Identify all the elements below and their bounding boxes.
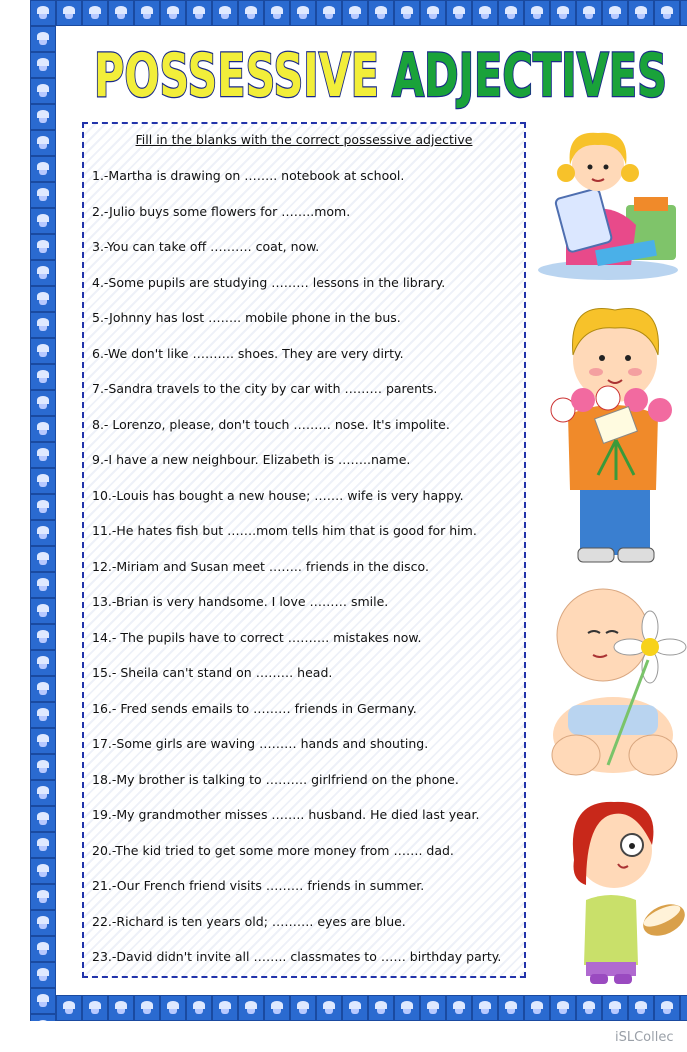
border-tile — [30, 546, 56, 572]
exercise-item: 22.-Richard is ten years old; ………. eyes are blue. — [92, 913, 406, 929]
border-tile — [446, 0, 472, 26]
bottom-tile-border — [30, 995, 687, 1021]
exercise-item: 6.-We don't like ………. shoes. They are very dirty. — [92, 345, 404, 361]
border-tile — [108, 995, 134, 1021]
border-tile — [316, 0, 342, 26]
exercise-item: 15.- Sheila can't stand on ……… head. — [92, 665, 333, 680]
boy-with-flowers-illustration — [538, 300, 687, 570]
border-tile — [212, 0, 238, 26]
border-tile — [368, 0, 394, 26]
exercise-item: 4.-Some pupils are studying ……… lessons in the library. — [92, 274, 446, 290]
watermark: iSLCollec — [615, 1030, 674, 1045]
exercise-item: 7.-Sandra travels to the city by car with ……… parents. — [92, 381, 438, 396]
exercise-item: 11.-He hates fish but …….mom tells him that is good for him. — [92, 523, 477, 538]
exercise-item: 2.-Julio buys some flowers for ……..mom. — [92, 203, 351, 219]
border-tile — [30, 988, 56, 1014]
border-tile — [30, 156, 56, 182]
border-tile — [30, 260, 56, 286]
border-tile — [160, 995, 186, 1021]
border-tile — [524, 0, 550, 26]
border-tile — [602, 0, 628, 26]
border-tile — [654, 0, 680, 26]
border-tile — [30, 676, 56, 702]
border-tile — [550, 995, 576, 1021]
border-tile — [290, 995, 316, 1021]
border-tile — [30, 78, 56, 104]
exercise-item: 13.-Brian is very handsome. I love ……… smile. — [92, 594, 389, 609]
border-tile — [30, 702, 56, 728]
exercise-item: 16.- Fred sends emails to ……… friends in Germany. — [92, 700, 417, 716]
border-tile — [30, 338, 56, 364]
border-tile — [264, 0, 290, 26]
border-tile — [524, 995, 550, 1021]
border-tile — [550, 0, 576, 26]
exercise-item: 14.- The pupils have to correct ………. mistakes now. — [92, 629, 422, 645]
border-tile — [30, 520, 56, 546]
border-tile — [30, 182, 56, 208]
border-tile — [134, 995, 160, 1021]
border-tile — [680, 0, 687, 26]
exercise-item: 20.-The kid tried to get some more money from ……. dad. — [92, 842, 454, 858]
exercise-item: 23.-David didn't invite all …….. classmates to …… birthday party. — [92, 949, 502, 964]
instruction-text: Fill in the blanks with the correct possessive adjective — [135, 132, 473, 147]
border-tile — [30, 832, 56, 858]
border-tile — [264, 995, 290, 1021]
border-tile — [186, 0, 212, 26]
border-tile — [238, 995, 264, 1021]
title-word-adjectives: ADJECTIVES — [392, 41, 667, 110]
border-tile — [82, 995, 108, 1021]
border-tile — [30, 962, 56, 988]
border-tile — [342, 0, 368, 26]
border-tile — [472, 995, 498, 1021]
border-tile — [30, 910, 56, 936]
border-tile — [628, 995, 654, 1021]
left-tile-border — [30, 0, 56, 1021]
border-tile — [30, 494, 56, 520]
border-tile — [30, 572, 56, 598]
border-tile — [30, 442, 56, 468]
border-tile — [56, 0, 82, 26]
border-tile — [30, 286, 56, 312]
border-tile — [498, 995, 524, 1021]
border-tile — [654, 995, 680, 1021]
border-tile — [30, 52, 56, 78]
exercise-item: 5.-Johnny has lost …….. mobile phone in the bus. — [92, 310, 401, 325]
woman-eating-sandwich-illustration — [556, 790, 687, 990]
border-tile — [30, 780, 56, 806]
border-tile — [30, 0, 56, 26]
border-tile — [212, 995, 238, 1021]
border-tile — [30, 806, 56, 832]
border-tile — [498, 0, 524, 26]
border-tile — [576, 995, 602, 1021]
border-tile — [368, 995, 394, 1021]
border-tile — [576, 0, 602, 26]
exercise-item: 1.-Martha is drawing on …….. notebook at school. — [92, 168, 405, 183]
border-tile — [628, 0, 654, 26]
border-tile — [446, 995, 472, 1021]
border-tile — [30, 1014, 56, 1021]
border-tile — [160, 0, 186, 26]
border-tile — [108, 0, 134, 26]
top-tile-border — [30, 0, 687, 26]
border-tile — [680, 995, 687, 1021]
title-word-possessive: POSSESSIVE — [94, 41, 379, 110]
border-tile — [30, 624, 56, 650]
border-tile — [472, 0, 498, 26]
border-tile — [290, 0, 316, 26]
exercise-item: 19.-My grandmother misses …….. husband. He died last year. — [92, 807, 480, 822]
border-tile — [30, 416, 56, 442]
border-tile — [134, 0, 160, 26]
exercise-item: 21.-Our French friend visits ……… friends in summer. — [92, 878, 425, 893]
border-tile — [56, 995, 82, 1021]
border-tile — [82, 0, 108, 26]
exercise-item: 18.-My brother is talking to ………. girlfriend on the phone. — [92, 771, 459, 787]
border-tile — [394, 995, 420, 1021]
border-tile — [30, 754, 56, 780]
baby-with-daisy-illustration — [548, 585, 687, 780]
border-tile — [30, 728, 56, 754]
border-tile — [30, 650, 56, 676]
border-tile — [30, 598, 56, 624]
border-tile — [316, 995, 342, 1021]
border-tile — [30, 208, 56, 234]
border-tile — [186, 995, 212, 1021]
border-tile — [420, 0, 446, 26]
exercise-box — [82, 122, 526, 978]
border-tile — [394, 0, 420, 26]
border-tile — [30, 130, 56, 156]
border-tile — [30, 312, 56, 338]
border-tile — [238, 0, 264, 26]
border-tile — [30, 468, 56, 494]
border-tile — [30, 26, 56, 52]
border-tile — [30, 234, 56, 260]
border-tile — [342, 995, 368, 1021]
border-tile — [602, 995, 628, 1021]
exercise-item: 9.-I have a new neighbour. Elizabeth is ……..name. — [92, 452, 411, 467]
border-tile — [30, 858, 56, 884]
border-tile — [30, 104, 56, 130]
exercise-item: 17.-Some girls are waving ……… hands and shouting. — [92, 736, 429, 751]
border-tile — [30, 390, 56, 416]
border-tile — [30, 364, 56, 390]
exercise-item: 8.- Lorenzo, please, don't touch ……… nose. It's impolite. — [92, 416, 450, 432]
exercise-item: 10.-Louis has bought a new house; ……. wife is very happy. — [92, 487, 464, 503]
girl-drawing-illustration — [536, 125, 687, 285]
worksheet-title — [92, 30, 672, 110]
exercise-item: 3.-You can take off ………. coat, now. — [92, 239, 320, 254]
border-tile — [30, 884, 56, 910]
exercise-item: 12.-Miriam and Susan meet …….. friends in the disco. — [92, 558, 429, 574]
border-tile — [30, 936, 56, 962]
border-tile — [420, 995, 446, 1021]
